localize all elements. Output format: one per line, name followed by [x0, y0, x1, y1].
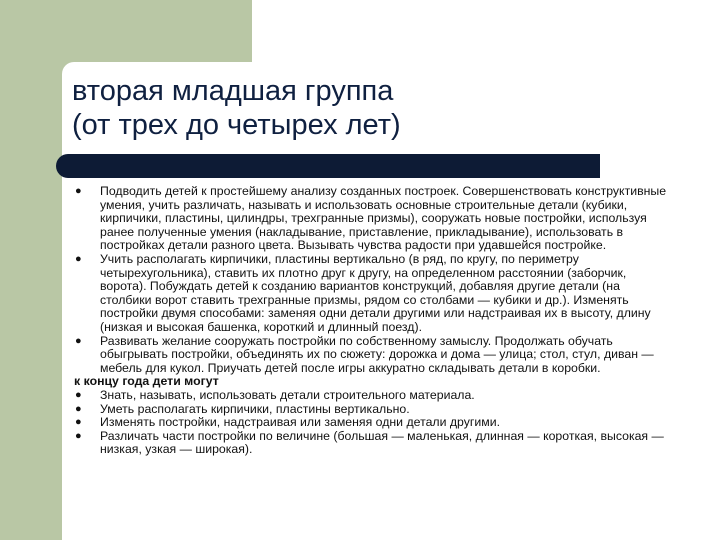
- list-item-text: Различать части постройки по величине (большая — маленькая, длинная — короткая, высокая — низкая, узкая — широкая).: [100, 428, 664, 457]
- list-item: [74, 253, 674, 335]
- bullet-icon: ●: [75, 388, 82, 401]
- bullet-icon: ●: [75, 334, 82, 347]
- slide-title: [72, 74, 672, 142]
- list-item-text: Подводить детей к простейшему анализу созданных построек. Совершенствовать конструктивные умения, учить различать, называть и использовать основные строительные детали (кубики, кирпичики, пластины, цилиндры, трехгранные призмы), сооружать новые постройки, используя ранее полученные умения (накладывание, приставление, прикладывание), использовать в постройках детали разного цвета. Вызывать чувства радости при удавшейся постройке.: [100, 184, 667, 253]
- list-item: [74, 335, 674, 376]
- list-item: [74, 185, 674, 253]
- title-line-2: (от трех до четырех лет): [72, 109, 401, 141]
- bullet-icon: ●: [75, 402, 82, 415]
- bullet-icon: ●: [75, 416, 82, 429]
- bullet-icon: ●: [75, 185, 82, 197]
- title-line-1: вторая младшая группа: [72, 75, 394, 107]
- list-item: [74, 430, 674, 457]
- list-item-text: Знать, называть, использовать детали строительного материала.: [100, 387, 475, 402]
- bullet-icon: ●: [75, 429, 82, 442]
- list-item-text: Учить располагать кирпичики, пластины вертикально (в ряд, по кругу, по периметру четырехугольника), ставить их плотно друг к другу, на определенном расстоянии (заборчик, ворота). Побуждать детей к созданию вариантов конструкций, добавляя другие детали (на столбики ворот ставить трехгранные призмы, рядом со столбами — кубики и др.). Изменять постройки двумя способами: заменяя одни детали другими или надстраивая их в высоту, длину (низкая и высокая башенка, короткий и длинный поезд).: [100, 251, 651, 334]
- list-item-text: Развивать желание сооружать постройки по собственному замыслу. Продолжать обучать обыгрывать постройки, объединять их по сюжету: дорожка и дома — улица; стол, стул, диван — мебель для кукол. Приучать детей после игры аккуратно складывать детали в коробки.: [100, 333, 654, 375]
- section-subheading: к концу года дети могут: [74, 374, 219, 389]
- title-underline-bar: [56, 154, 600, 178]
- list-item: [74, 416, 674, 430]
- list-item: [74, 403, 674, 417]
- list-item-text: Уметь располагать кирпичики, пластины вертикально.: [100, 401, 410, 416]
- list-item: [74, 389, 674, 403]
- slide-body: [74, 185, 674, 457]
- bullet-icon: ●: [75, 252, 82, 265]
- list-item-text: Изменять постройки, надстраивая или заменяя одни детали другими.: [100, 415, 500, 430]
